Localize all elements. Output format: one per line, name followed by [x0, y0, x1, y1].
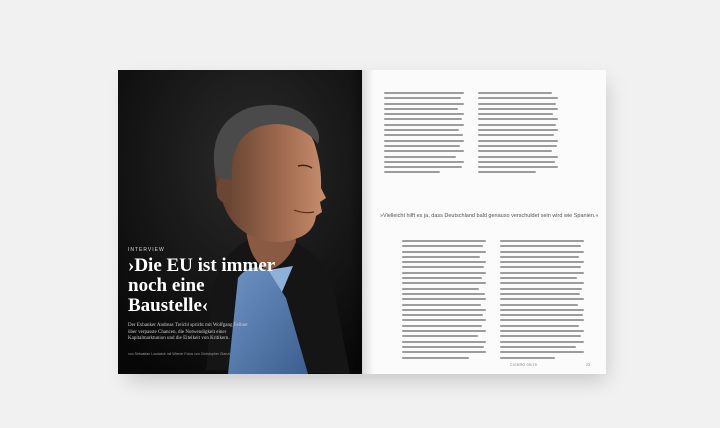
page-footer: CICERO 09/19	[510, 363, 537, 367]
text-column-bottom-right	[500, 240, 584, 362]
right-page	[362, 70, 606, 374]
magazine-spread	[118, 70, 606, 374]
text-column-top-right	[478, 92, 558, 177]
text-column-bottom-left	[402, 240, 486, 362]
left-page	[118, 70, 362, 374]
article-teaser: Der Exbanker Andreas Treichl spricht mit Wolfgang Fellner über verpasste Chancen, die Notwendigkeit einer Kapitalmarktunion und die Eitelkeit von Kritikern.	[128, 323, 248, 341]
text-column-top-left	[384, 92, 464, 177]
page-number: 23	[586, 363, 590, 367]
pull-quote: »Vielleicht hilft es ja, dass Deutschland bald genauso verschuldet sein wird wie Spanien.«	[380, 213, 599, 219]
article-kicker: INTERVIEW	[128, 247, 165, 253]
article-headline: ›Die EU ist immer noch eine Baustelle‹	[128, 255, 275, 316]
article-credit: von Sebastian Loudwick mit Wiener Fotos von Christopher Glanzl	[128, 352, 230, 356]
